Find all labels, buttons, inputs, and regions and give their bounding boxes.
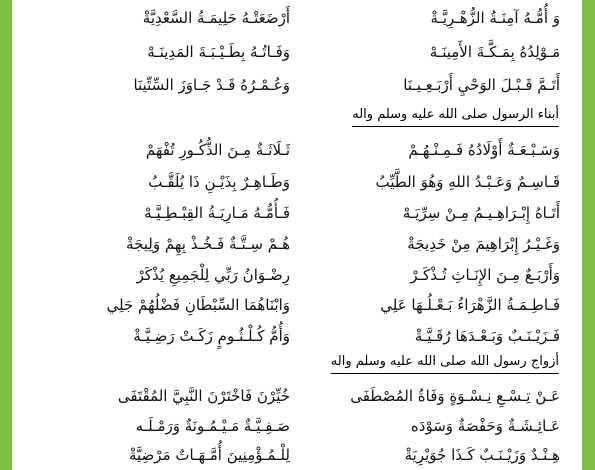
verse-row (40, 3, 560, 33)
verse-row (40, 167, 560, 197)
verse-first-hemistich: فَـزَيْـنَـبٌ وَبَـعْـدَهَا رُقَـيَّـةْ (414, 327, 560, 345)
verse-second-hemistich: ثَـلَاثَـةٌ مِـنَ الذُّكُـورِ تُفْهَمْ (145, 141, 290, 159)
right-green-border (582, 0, 595, 470)
verse-row (40, 411, 560, 441)
verse-second-hemistich: خُيِّرْنَ فَاخْتَرْنَ النَّبِيَّ المُقْتَفَى (117, 387, 290, 405)
verse-second-hemistich: رِضْـوَانُ رَبِّي لِلْجَمِيعِ يُذْكَرْ (136, 266, 290, 284)
verse-second-hemistich: وَفَـاتُـهُ بِطَـيْـبَـةَ المَدِينَـهْ (147, 43, 290, 61)
verse-first-hemistich: أَتَـمَّ قَـبْـلَ الوَحْيِ أَرْبَـعِـيـنَا (403, 76, 560, 94)
verse-first-hemistich: عَـائِـشَـةٌ وَحَفْصَةٌ وَسَوْدَه (410, 417, 560, 435)
section-heading-wives: أزواج رسول الله صلى الله عليه وسلم واله (331, 352, 559, 374)
verse-second-hemistich: وَعُـمْـرُهُ قَـدْ جَـاوَزَ السِّتِّينَا (133, 76, 290, 94)
verse-first-hemistich: مَـوْلِدُهُ بِمَـكَّـةَ الأَمِينَـهْ (429, 43, 560, 61)
verse-row (40, 321, 560, 351)
verse-row (40, 198, 560, 228)
verse-row (40, 135, 560, 165)
verse-first-hemistich: فَـاطِـمَـةُ الزَّهْرَاءُ بَـعْـلُـهَا عَلِي (380, 296, 560, 314)
verse-row (40, 229, 560, 259)
verse-first-hemistich: وَغَـيْـرُ إِبْرَاهِيمَ مِنْ خَدِيجَةْ (407, 235, 560, 253)
left-green-border (0, 0, 12, 470)
verse-row (40, 290, 560, 320)
verse-second-hemistich: فَـأُمُّـهُ مَـارِيَـةُ القِبْـطِـيَّـهْ (144, 204, 290, 222)
verse-first-hemistich: هِـنْـدٌ وَزَيْـنَـبٌ كَـذَا جُوَيْرِيَةْ (404, 446, 560, 464)
verse-first-hemistich: وَ أُمُّـهُ آمِنَـةُ الزُّهْـرِيَّـةْ (430, 9, 560, 27)
verse-row (40, 260, 560, 290)
verse-second-hemistich: وَأُمُّ كُـلْـثُـومٍ زَكَـتْ رَضِـيَّـةْ (133, 327, 290, 345)
verse-first-hemistich: وَأَرْبَـعٌ مِـنَ الإِنَـاثِ تُـذْكَـرْ (410, 266, 560, 284)
verse-first-hemistich: وَسَـبْـعَـةٌ أَوْلَادُهُ فَـمِـنْـهُـمْ (408, 141, 560, 159)
verse-row (40, 381, 560, 411)
verse-second-hemistich: وَابْنَاهُمَا السِّبْطَانِ فَضْلُهُمْ جَلِي (106, 296, 290, 314)
verse-first-hemistich: قَـاسِـمٌ وَعَـبْـدُ اللهِ وَهُوَ الطَّيِّبُ (375, 173, 560, 191)
verse-first-hemistich: عَـنْ تِـسْـعِ نِـسْـوَةٍ وَفَاةُ المُصْطَفَى (350, 387, 560, 405)
verse-second-hemistich: لِلْـمُـؤْمِنِينَ أُمَّـهَـاتٌ مَرْضِيَّةْ (128, 446, 290, 464)
section-heading-children: أبناء الرسول صلى الله عليه وسلم واله (352, 105, 559, 127)
verse-second-hemistich: وَطَـاهِـرٌ بِذَيْـنِ ذَا يُلَقَّـبُ (148, 173, 290, 191)
verse-first-hemistich: أَتَـاهُ إِبْـرَاهِـيـمُ مِـنْ سِرِّيَـهْ (402, 204, 560, 222)
verse-second-hemistich: أَرْضَعَتْـهُ حَلِيمَـةُ السَّعْدِيَّةْ (142, 9, 290, 27)
verse-row (40, 70, 560, 100)
verse-second-hemistich: صَـفِـيَّـةٌ مَـيْـمُـونَةٌ وَرَمْـلَـه (135, 417, 290, 435)
verse-row (40, 440, 560, 470)
verse-second-hemistich: هُـمْ سِـتَّـةٌ فَـخُـذْ بِهِمْ وَلِيجَةْ (126, 235, 290, 253)
verse-row (40, 37, 560, 67)
